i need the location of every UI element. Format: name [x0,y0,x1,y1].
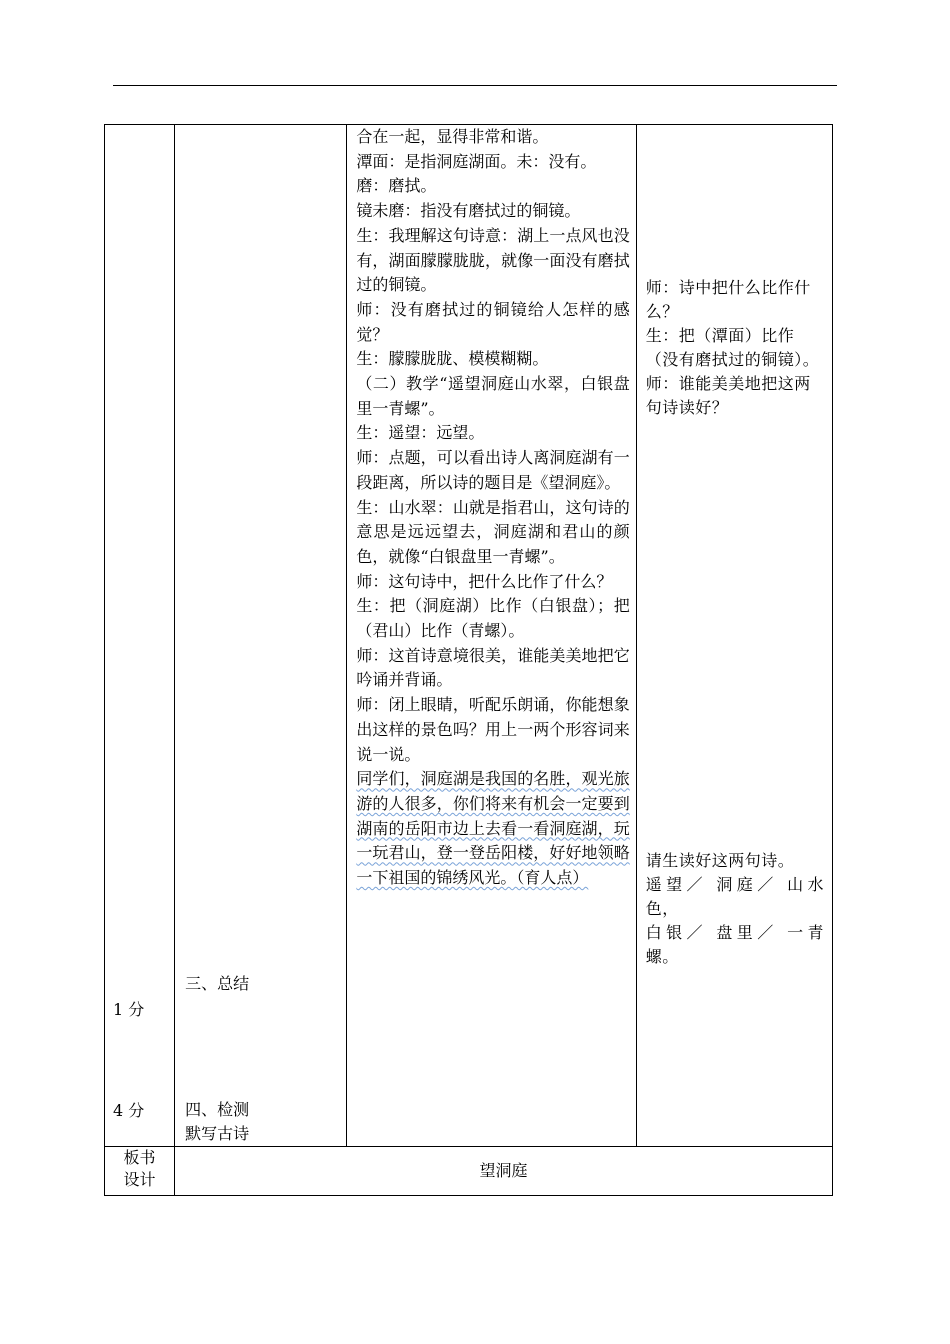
section-check [185,1098,249,1146]
notes-column [636,125,832,1147]
section-check-detail: 默写古诗 [185,1124,250,1143]
note-line: 师：诗中把什么比作什么？ [645,278,811,321]
notes-bottom [646,849,824,969]
content-line: 潭面：是指洞庭湖面。未：没有。 [356,151,597,171]
content-line: 合在一起，显得非常和谐。 [356,127,549,146]
content-line: 师：点题，可以看出诗人离洞庭湖有一段距离，所以诗的题目是《望洞庭》。 [356,448,630,492]
note-line: 师：谁能美美地把这两句诗读好？ [645,374,811,417]
content-line: 师：没有磨拭过的铜镜给人怎样的感觉？ [356,299,630,344]
board-label-line-2: 设计 [123,1170,156,1189]
content-line: 生：把（洞庭湖）比作（白银盘）；把（君山）比作（青螺）。 [356,596,630,641]
note-rhythm-line-1-end: 色， [645,899,679,918]
board-row [105,1147,833,1196]
note-rhythm-line-1: 遥望／ 洞庭／ 山水 [645,875,824,894]
note-line: 生：把（潭面）比作（没有磨拭过的铜镜）。 [645,326,820,369]
content-line: 生：朦朦胧胧、模模糊糊。 [356,349,549,369]
teaching-content [347,125,635,1146]
content-line: 生：山水翠：山就是指君山，这句诗的意思是远远望去，洞庭湖和君山的颜色，就像“白银盘里一青螺”。 [356,497,630,566]
content-line: 磨：磨拭。 [356,176,437,196]
time-2: 4 分 [113,1101,145,1120]
content-line: 生：我理解这句诗意：湖上一点风也没有，湖面朦朦胧胧，就像一面没有磨拭过的铜镜。 [356,225,630,295]
note-intro: 请生读好这两句诗。 [645,851,795,870]
section-summary: 三、总结 [185,974,250,993]
content-line: 师：闭上眼睛，听配乐朗诵，你能想象出这样的景色吗？用上一两个形容词来说一说。 [356,695,630,764]
notes-top [646,276,824,420]
board-label [105,1147,175,1196]
time-1: 1 分 [113,1000,145,1019]
lesson-plan-table [104,124,833,1196]
time-column [105,125,175,1147]
main-row [105,125,833,1147]
header-rule [113,85,837,86]
note-rhythm-line-2: 白银／ 盘里／ 一青 [645,923,824,942]
content-line: 师：这句诗中，把什么比作了什么？ [356,571,613,591]
content-highlight-paragraph: 同学们，洞庭湖是我国的名胜，观光旅游的人很多，你们将来有机会一定要到湖南的岳阳市边上去看一看洞庭湖，玩一玩君山，登一登岳阳楼，好好地领略一下祖国的锦绣风光。（育人点） [356,769,630,888]
content-line: 镜未磨：指没有磨拭过的铜镜。 [356,201,581,221]
note-rhythm-line-2-end: 螺。 [645,947,679,966]
content-column [347,125,636,1147]
content-line: （二）教学“遥望洞庭山水翠，白银盘里一青螺”。 [356,374,630,418]
board-design-text: 望洞庭 [175,1147,833,1196]
board-label-line-1: 板书 [123,1148,156,1167]
content-line: 师：这首诗意境很美，谁能美美地把它吟诵并背诵。 [356,645,630,690]
content-line: 生：遥望：远望。 [356,423,485,443]
section-column [175,125,347,1147]
section-check-title: 四、检测 [185,1100,250,1119]
